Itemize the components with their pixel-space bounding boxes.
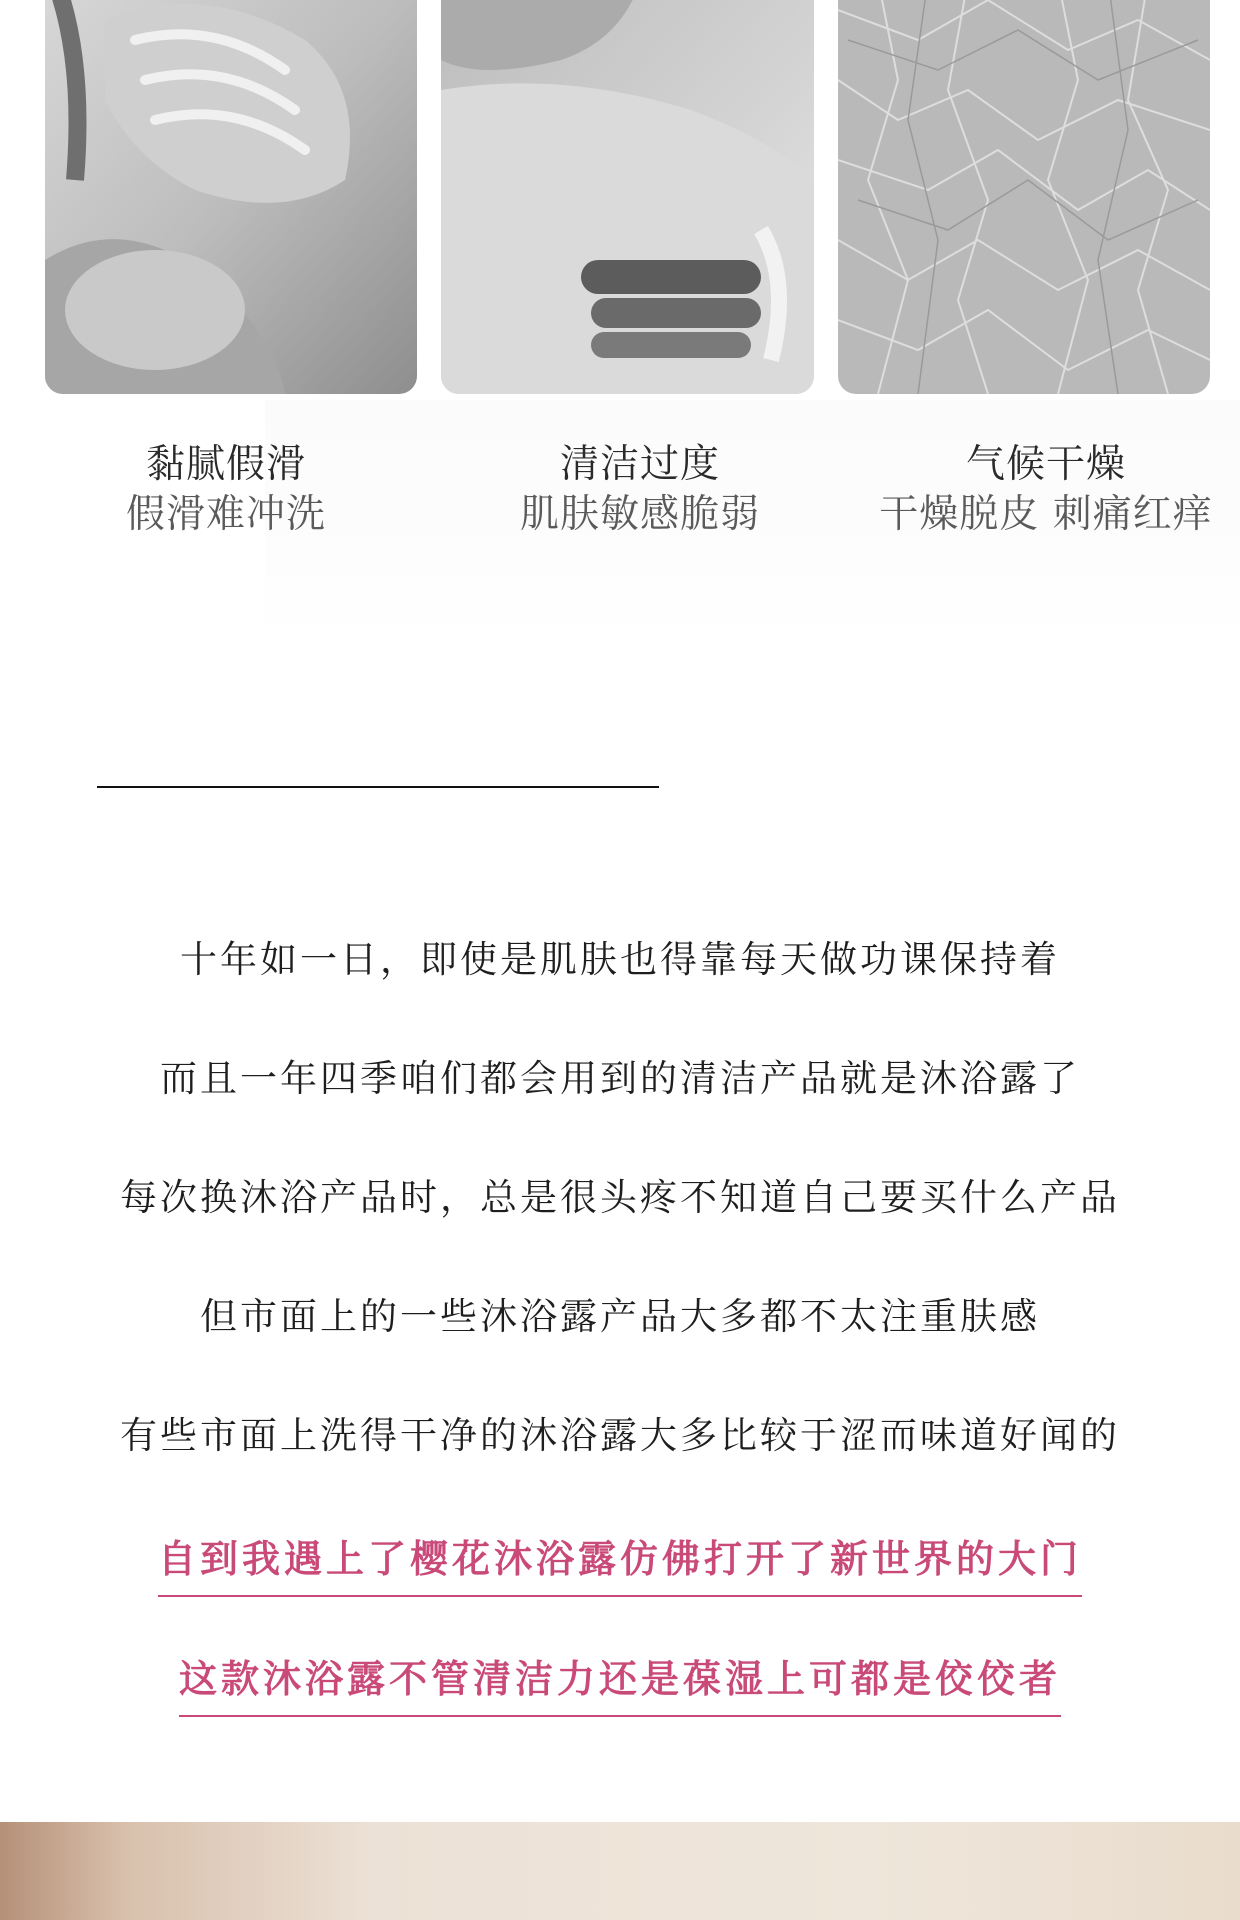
problem-photos xyxy=(0,0,1240,400)
caption-subtitle: 假滑难冲洗 xyxy=(125,492,326,537)
story-line: 有些市面上洗得干净的沐浴露大多比较于涩而味道好闻的 xyxy=(120,1414,1120,1457)
highlight-line xyxy=(0,1528,1240,1597)
highlight-text: 这款沐浴露不管清洁力还是葆湿上可都是佼佼者 xyxy=(179,1648,1061,1717)
story-line: 但市面上的一些沐浴露产品大多都不太注重肤感 xyxy=(200,1295,1040,1338)
highlight-text: 自到我遇上了樱花沐浴露仿佛打开了新世界的大门 xyxy=(158,1528,1082,1597)
story-line: 而且一年四季咱们都会用到的清洁产品就是沐浴露了 xyxy=(160,1057,1080,1100)
story-paragraph xyxy=(0,900,1240,1495)
story-line: 十年如一日，即使是肌肤也得靠每天做功课保持着 xyxy=(180,938,1060,981)
caption-title: 清洁过度 xyxy=(559,442,720,487)
caption-sticky xyxy=(16,440,436,540)
photo-dry-skin xyxy=(838,0,1210,394)
caption-over-cleansing xyxy=(430,440,850,540)
section-divider xyxy=(97,786,659,788)
caption-dry-climate xyxy=(836,440,1240,540)
caption-subtitle: 干燥脱皮 刺痛红痒 xyxy=(879,492,1213,537)
caption-title: 气候干燥 xyxy=(965,442,1126,487)
photo-soapy-shoulder xyxy=(45,0,417,394)
next-section-image-edge xyxy=(0,1822,1240,1920)
caption-title: 黏腻假滑 xyxy=(145,442,306,487)
story-line: 每次换沐浴产品时，总是很头疼不知道自己要买什么产品 xyxy=(120,1176,1120,1219)
highlight-line xyxy=(0,1648,1240,1717)
photo-back-scrub xyxy=(441,0,814,394)
caption-subtitle: 肌肤敏感脆弱 xyxy=(519,492,760,537)
